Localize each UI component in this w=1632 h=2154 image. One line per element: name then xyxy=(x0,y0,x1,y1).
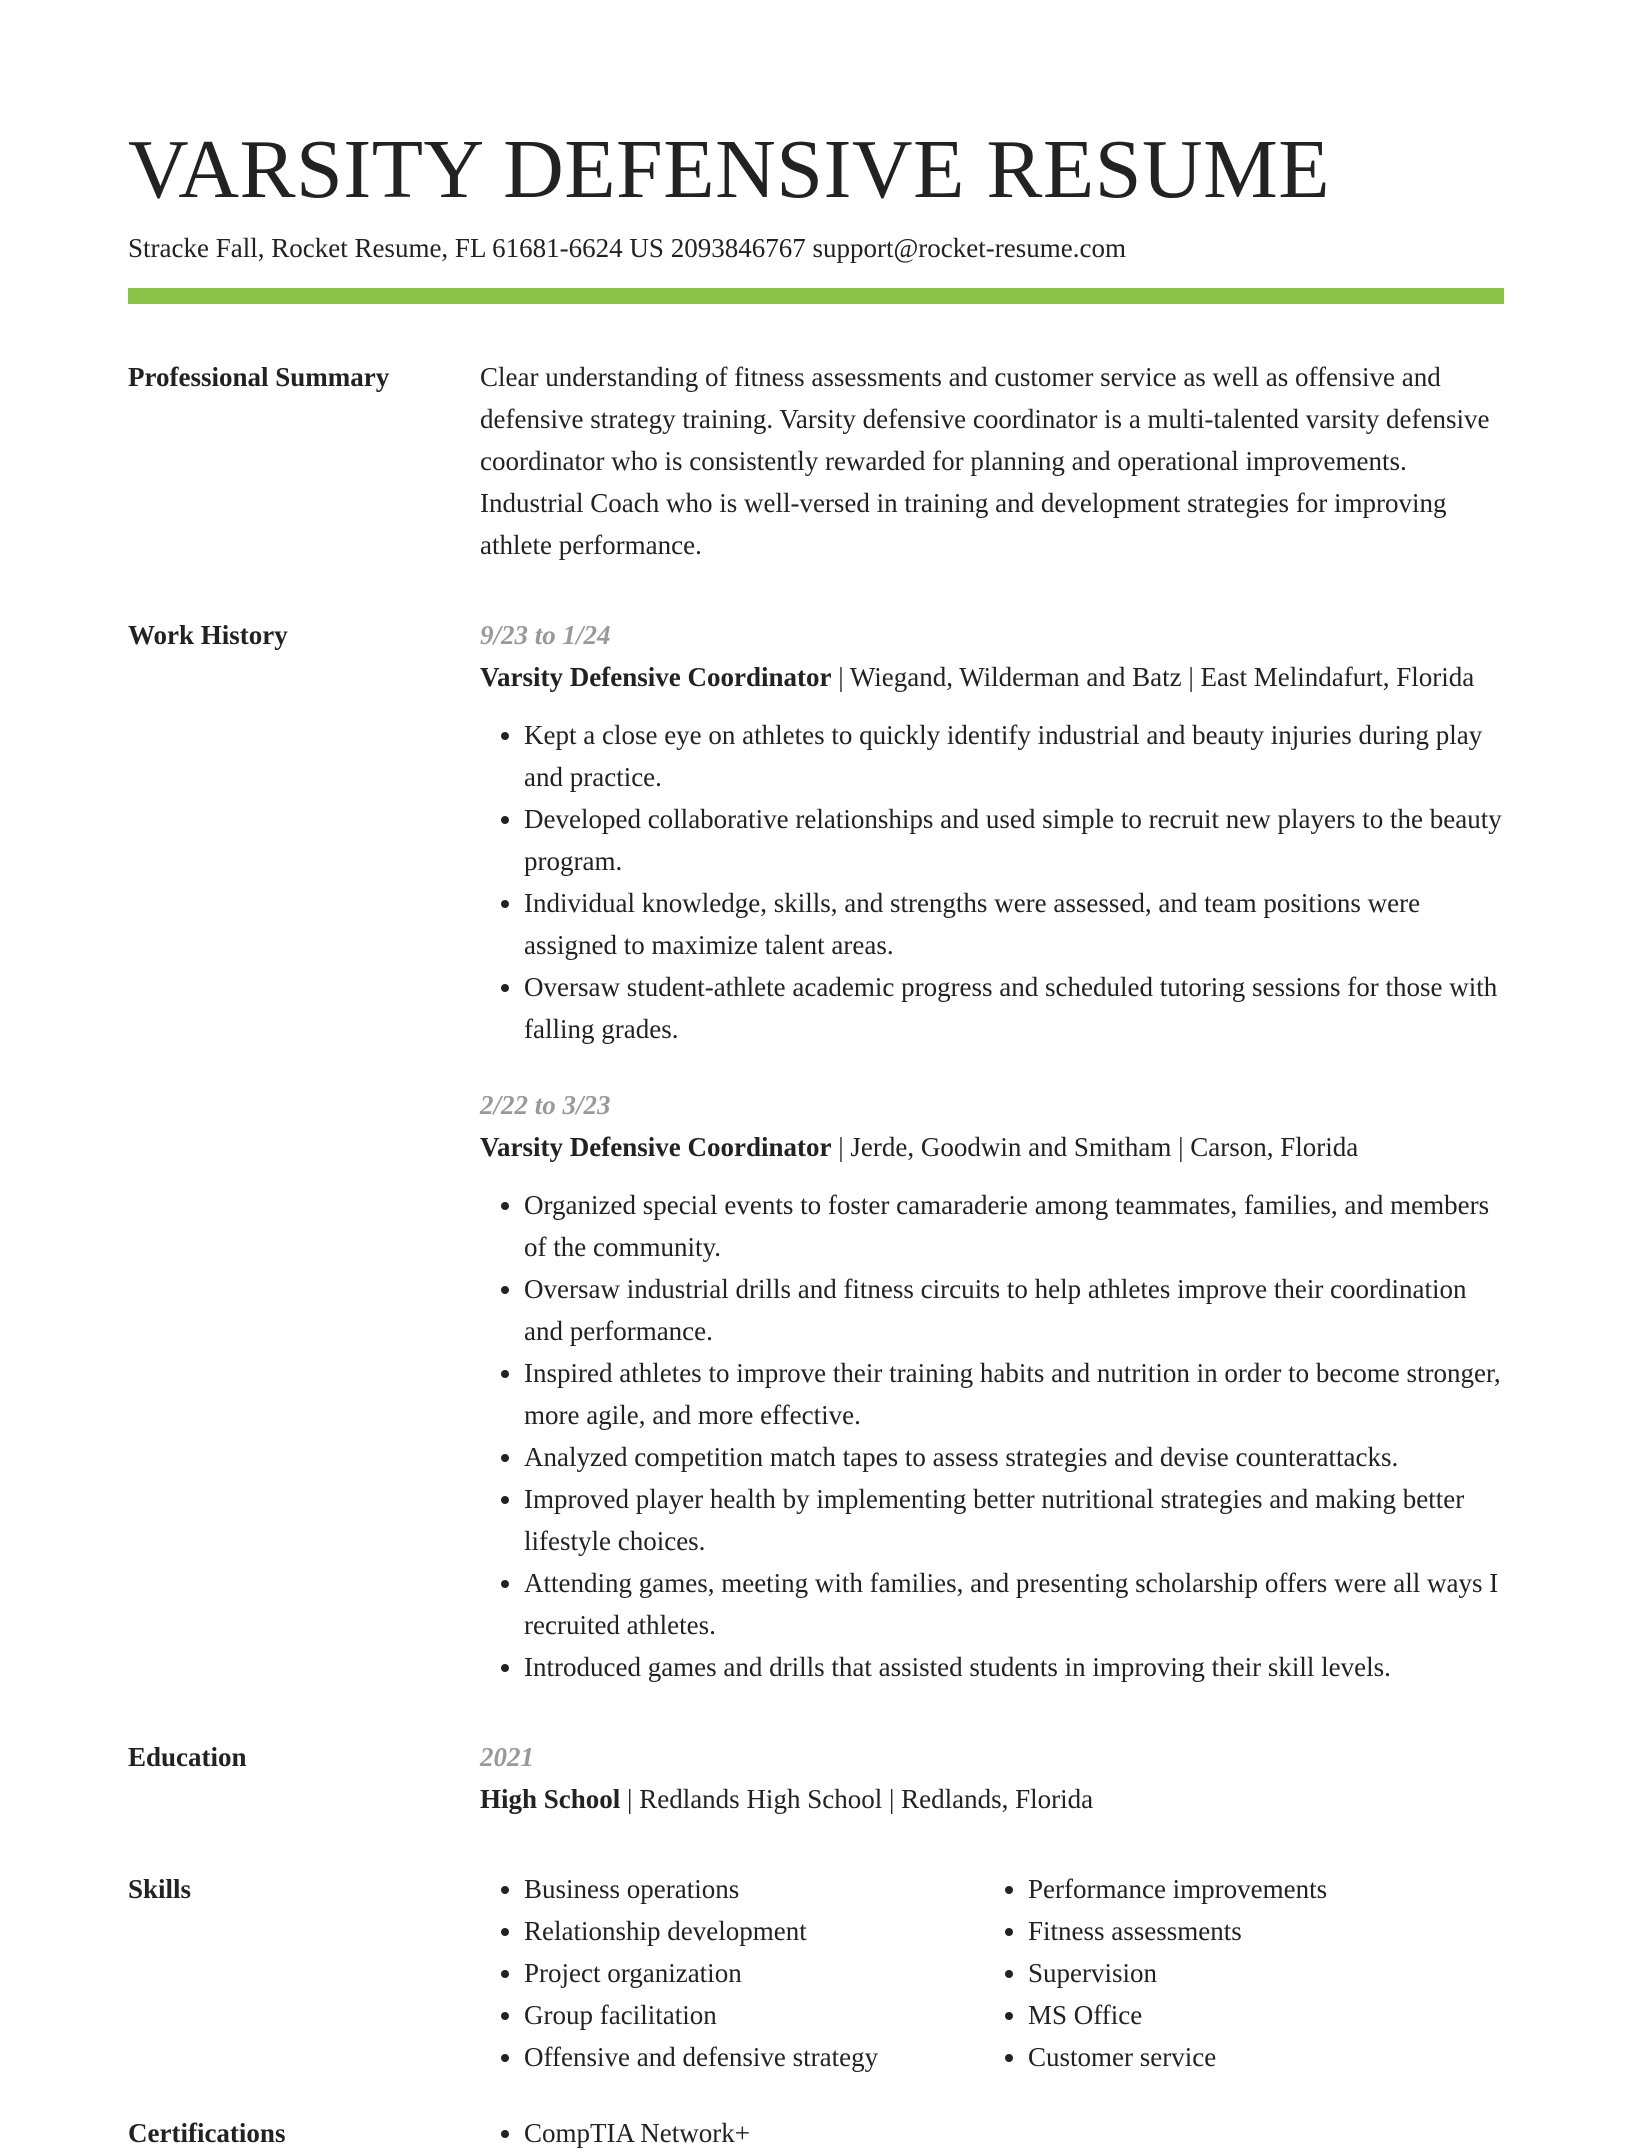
summary-section xyxy=(128,356,1504,566)
job-bullets xyxy=(480,1184,1504,1688)
skill-item: • Project organization xyxy=(524,1952,984,1994)
skill-item: • Group facilitation xyxy=(524,1994,984,2036)
job-bullet: • Developed collaborative relationships and used simple to recruit new players to the beauty program. xyxy=(524,798,1504,882)
education-line xyxy=(480,1778,1504,1820)
skill-item: • Offensive and defensive strategy xyxy=(524,2036,984,2078)
skill-item: • Supervision xyxy=(1028,1952,1488,1994)
skills-list-left xyxy=(480,1868,984,2078)
contact-line: Stracke Fall, Rocket Resume, FL 61681-6624 US 2093846767 support@rocket-resume.com xyxy=(128,233,1126,263)
job-entry xyxy=(480,1084,1504,1688)
job-bullet: • Introduced games and drills that assisted students in improving their skill levels. xyxy=(524,1646,1504,1688)
work-history-label: Work History xyxy=(128,620,288,650)
resume-title: VARSITY DEFENSIVE RESUME xyxy=(128,123,1331,216)
education-section xyxy=(128,1736,1504,1820)
summary-text: Clear understanding of fitness assessments and customer service as well as offensive and defensive strategy training. Varsity defensive coordinator is a multi-talented varsity defensive coordinator who is consistently rewarded for planning and operational improvements. Industrial Coach who is well-versed in training and development strategies for improving athlete performance. xyxy=(480,362,1490,560)
work-history-section xyxy=(128,614,1504,1688)
summary-label: Professional Summary xyxy=(128,362,390,392)
job-bullet: • Improved player health by implementing better nutritional strategies and making better lifestyle choices. xyxy=(524,1478,1504,1562)
skill-item: • Business operations xyxy=(524,1868,984,1910)
job-bullet: • Oversaw industrial drills and fitness circuits to help athletes improve their coordination and performance. xyxy=(524,1268,1504,1352)
job-bullet: • Analyzed competition match tapes to assess strategies and devise counterattacks. xyxy=(524,1436,1504,1478)
skill-item: • Customer service xyxy=(1028,2036,1488,2078)
certifications-section xyxy=(128,2112,1504,2154)
skills-list-right xyxy=(984,1868,1488,2078)
job-bullet: • Attending games, meeting with families, and presenting scholarship offers were all ways I recruited athletes. xyxy=(524,1562,1504,1646)
job-bullets xyxy=(480,714,1504,1050)
skills-label: Skills xyxy=(128,1874,192,1904)
job-entry xyxy=(480,614,1504,1050)
job-bullet: • Individual knowledge, skills, and strengths were assessed, and team positions were assigned to maximize talent areas. xyxy=(524,882,1504,966)
job-details: | Wiegand, Wilderman and Batz | East Melindafurt, Florida xyxy=(831,662,1475,692)
job-bullet: • Inspired athletes to improve their training habits and nutrition in order to become stronger, more agile, and more effective. xyxy=(524,1352,1504,1436)
certifications-list xyxy=(480,2112,1504,2154)
education-degree: High School xyxy=(480,1784,621,1814)
job-title: Varsity Defensive Coordinator xyxy=(480,662,832,692)
job-title: Varsity Defensive Coordinator xyxy=(480,1132,832,1162)
skill-item: • MS Office xyxy=(1028,1994,1488,2036)
education-label: Education xyxy=(128,1742,247,1772)
skills-section xyxy=(128,1868,1504,2078)
job-bullet: • Oversaw student-athlete academic progress and scheduled tutoring sessions for those with falling grades. xyxy=(524,966,1504,1050)
certification-item: • CompTIA Network+ xyxy=(524,2112,1504,2154)
skill-item: • Relationship development xyxy=(524,1910,984,1952)
job-heading xyxy=(480,656,1504,698)
job-list xyxy=(480,614,1504,1688)
job-dates: 2/22 to 3/23 xyxy=(480,1090,611,1120)
certifications-label: Certifications xyxy=(128,2118,286,2148)
skill-item: • Performance improvements xyxy=(1028,1868,1488,1910)
job-heading xyxy=(480,1126,1504,1168)
job-bullet: • Organized special events to foster camaraderie among teammates, families, and members of the community. xyxy=(524,1184,1504,1268)
resume-page xyxy=(128,120,1504,2154)
job-dates: 9/23 to 1/24 xyxy=(480,620,611,650)
job-details: | Jerde, Goodwin and Smitham | Carson, Florida xyxy=(831,1132,1359,1162)
job-bullet: • Kept a close eye on athletes to quickly identify industrial and beauty injuries during play and practice. xyxy=(524,714,1504,798)
education-dates: 2021 xyxy=(480,1742,534,1772)
accent-divider xyxy=(128,288,1504,304)
skill-item: • Fitness assessments xyxy=(1028,1910,1488,1952)
education-details: | Redlands High School | Redlands, Florida xyxy=(620,1784,1094,1814)
